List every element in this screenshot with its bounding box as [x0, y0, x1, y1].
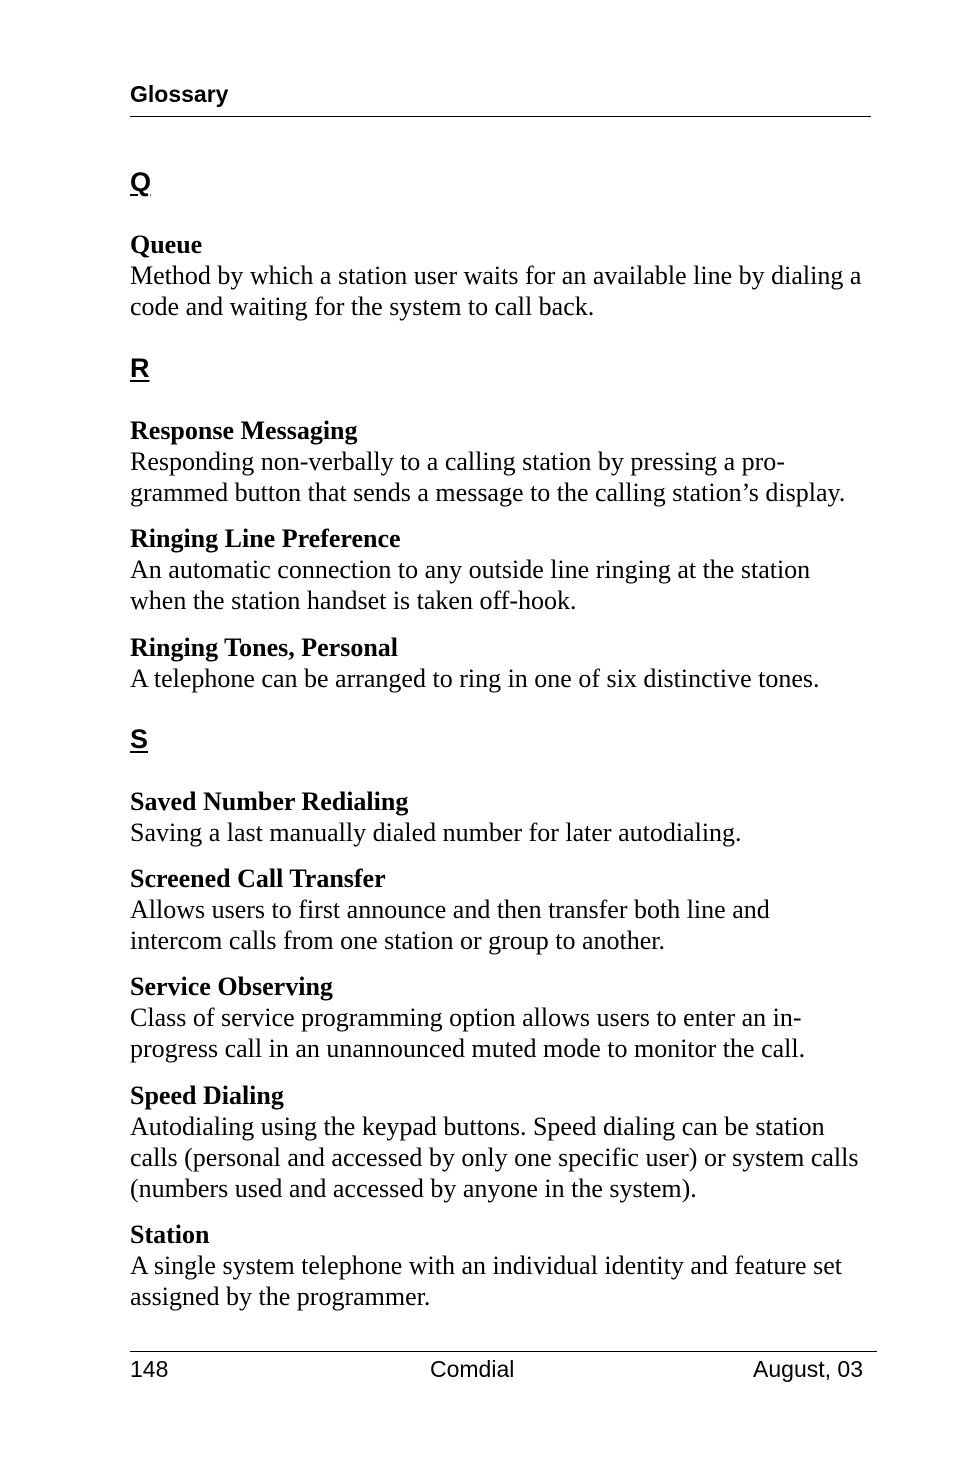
- glossary-entry-speed-dialing: [130, 1080, 870, 1204]
- entry-term: Response Messaging: [130, 416, 358, 445]
- glossary-entry-response-messaging: [130, 415, 870, 508]
- entry-term: Ringing Tones, Personal: [130, 633, 399, 662]
- entry-definition-line: (numbers used and accessed by anyone in the system).: [130, 1174, 697, 1203]
- glossary-entry-ringing-tones-personal: [130, 632, 870, 694]
- entry-definition-line: when the station handset is taken off-hook.: [130, 586, 577, 615]
- glossary-entry-service-observing: [130, 971, 870, 1064]
- entry-definition-line: Autodialing using the keypad buttons. Speed dialing can be station: [130, 1112, 825, 1141]
- entry-definition-line: A single system telephone with an individual identity and feature set: [130, 1251, 842, 1280]
- page-number: 148: [130, 1356, 169, 1382]
- entry-definition-line: code and waiting for the system to call back.: [130, 292, 595, 321]
- footer-date: August, 03: [753, 1356, 863, 1382]
- entry-definition-line: A telephone can be arranged to ring in one of six distinctive tones.: [130, 664, 820, 693]
- section-letter-q: Q: [130, 167, 152, 197]
- glossary-entry-screened-call-transfer: [130, 863, 870, 956]
- page-footer: [130, 1351, 877, 1392]
- entry-term: Station: [130, 1220, 210, 1249]
- entry-definition-line: intercom calls from one station or group to another.: [130, 926, 666, 955]
- entry-term: Queue: [130, 230, 203, 259]
- section-letter-s: S: [130, 724, 149, 754]
- entry-term: Speed Dialing: [130, 1081, 284, 1110]
- entry-definition-line: Allows users to first announce and then transfer both line and: [130, 895, 770, 924]
- glossary-entry-saved-number-redialing: [130, 786, 870, 848]
- entry-definition-line: Class of service programming option allows users to enter an in-: [130, 1003, 802, 1032]
- glossary-entry-queue: [130, 229, 870, 322]
- footer-company: Comdial: [430, 1356, 515, 1382]
- entry-term: Service Observing: [130, 972, 333, 1001]
- entry-definition-line: grammed button that sends a message to the calling station’s display.: [130, 478, 846, 507]
- section-letter-r: R: [130, 353, 150, 383]
- entry-definition-line: Saving a last manually dialed number for later autodialing.: [130, 818, 742, 847]
- page-header: [130, 80, 871, 117]
- header-title: Glossary: [130, 81, 229, 107]
- entry-term: Ringing Line Preference: [130, 524, 401, 553]
- entry-definition-line: calls (personal and accessed by only one specific user) or system calls: [130, 1143, 859, 1172]
- entry-definition-line: Method by which a station user waits for an available line by dialing a: [130, 261, 862, 290]
- glossary-entry-ringing-line-preference: [130, 523, 870, 616]
- entry-term: Screened Call Transfer: [130, 864, 386, 893]
- entry-term: Saved Number Redialing: [130, 787, 409, 816]
- entry-definition-line: assigned by the programmer.: [130, 1282, 431, 1311]
- entry-definition-line: Responding non-verbally to a calling station by pressing a pro-: [130, 447, 785, 476]
- glossary-entry-station: [130, 1219, 870, 1312]
- entry-definition-line: An automatic connection to any outside line ringing at the station: [130, 555, 811, 584]
- entry-definition-line: progress call in an unannounced muted mode to monitor the call.: [130, 1034, 806, 1063]
